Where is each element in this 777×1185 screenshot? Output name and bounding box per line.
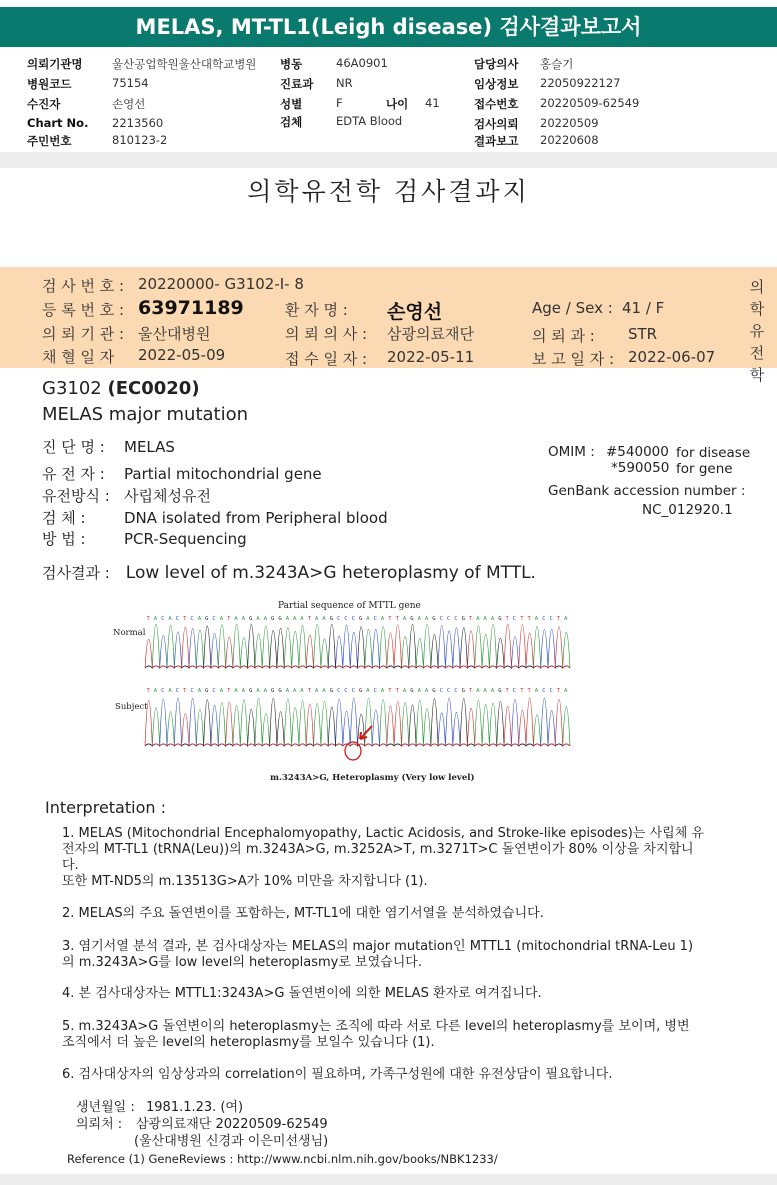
header-value: EDTA Blood xyxy=(336,114,403,128)
base-letter: T xyxy=(520,616,524,622)
base-letter: A xyxy=(366,616,370,622)
base-letter: A xyxy=(153,688,158,694)
base-letter: G xyxy=(271,616,275,622)
interp-item xyxy=(62,826,704,890)
result-line xyxy=(42,562,536,583)
exam-no-label: 검 사 번 호 : xyxy=(42,277,125,295)
chart-title: Partial sequence of MTTL gene xyxy=(278,601,421,611)
test-name: MELAS major mutation xyxy=(42,404,249,425)
base-letter: C xyxy=(446,616,451,622)
base-letter: T xyxy=(227,688,231,694)
test-code-line xyxy=(42,378,200,399)
base-letter: C xyxy=(454,688,458,694)
base-letter: A xyxy=(424,616,429,622)
interp-line: 조직에서 더 높은 level의 heteroplasmy를 보일수 있습니다 (1). xyxy=(62,1035,435,1050)
interp-item xyxy=(62,1067,612,1083)
vertical-char: 학 xyxy=(749,366,765,384)
base-letter: T xyxy=(183,688,187,694)
header-label: 임상정보 xyxy=(474,77,519,91)
base-letter: C xyxy=(542,688,546,694)
exam-no: 20220000- G3102-I- 8 xyxy=(138,275,304,293)
report-title: 의학유전학 검사결과지 xyxy=(247,177,530,206)
base-letter: G xyxy=(498,616,502,622)
origin-label: 의뢰처 : xyxy=(76,1117,123,1132)
vertical-char: 의 xyxy=(749,278,765,296)
base-letter: T xyxy=(505,688,509,694)
interp-line: 1. MELAS (Mitochondrial Encephalomyopathy, Lactic Acidosis, and Stroke-like episodes)는 사립체 유 xyxy=(62,826,704,841)
header-label: 수진자 xyxy=(27,97,61,111)
report-label: 보 고 일 자 : xyxy=(532,350,615,368)
base-letter: G xyxy=(249,616,253,622)
header-label: 검사의뢰 xyxy=(474,117,519,131)
base-letter: C xyxy=(549,688,553,694)
detail-row xyxy=(42,463,322,484)
header-value: 울산공업학원울산대학교병원 xyxy=(112,57,257,71)
base-letter: T xyxy=(395,616,399,622)
base-letter: C xyxy=(161,616,165,622)
base-letter: G xyxy=(205,688,209,694)
detail-key: 검 체 : xyxy=(42,509,86,527)
interp-line: 6. 검사대상자의 임상상과의 correlation이 필요하며, 가족구성원에 대한 유전상담이 필요합니다. xyxy=(62,1067,613,1082)
draw-label: 채 혈 일 자 xyxy=(42,348,115,366)
report-date: 2022-06-07 xyxy=(628,348,716,366)
base-letter: A xyxy=(153,616,158,622)
header-label: 접수번호 xyxy=(474,97,519,111)
chart-caption: m.3243A>G, Heteroplasmy (Very low level) xyxy=(270,773,475,783)
base-letter: G xyxy=(271,688,275,694)
base-letter: G xyxy=(278,688,282,694)
header-value: 20220509-62549 xyxy=(540,96,640,110)
base-letter: G xyxy=(329,616,334,622)
header-label: Chart No. xyxy=(27,116,89,130)
base-letter: A xyxy=(234,616,238,622)
test-code: G3102 xyxy=(42,378,102,399)
header-label: 담당의사 xyxy=(474,57,519,71)
result-label: 검사결과 : xyxy=(42,564,110,582)
chromatogram-chart xyxy=(110,596,580,786)
dept: STR xyxy=(628,325,658,343)
base-letter: A xyxy=(234,688,238,694)
header-value: 75154 xyxy=(112,76,149,90)
base-letter: G xyxy=(329,688,334,694)
vertical-char: 전 xyxy=(749,344,765,362)
origin-value: 삼광의료재단 20220509-62549 xyxy=(136,1117,328,1132)
banner-title: MELAS, MT-TL1(Leigh disease) 검사결과보고서 xyxy=(0,7,777,47)
detail-value: MELAS xyxy=(124,438,175,456)
base-letter: C xyxy=(373,688,377,694)
base-letter: C xyxy=(351,688,355,694)
header-value: 41 xyxy=(425,96,440,110)
base-letter: C xyxy=(373,616,377,622)
genbank-label: GenBank accession number : xyxy=(548,483,746,499)
header-value: 홍슬기 xyxy=(540,57,574,71)
vertical-char: 유 xyxy=(749,322,765,340)
interp-line: 다. xyxy=(62,858,79,873)
detail-row xyxy=(42,528,247,549)
origin-detail: (울산대병원 신경과 이은미선생님) xyxy=(134,1134,329,1149)
base-letter: A xyxy=(534,616,539,622)
base-letter: T xyxy=(520,688,524,694)
base-letter: A xyxy=(564,616,568,622)
track-label-subject: Subject xyxy=(115,702,148,712)
header-value: 46A0901 xyxy=(336,56,388,70)
header-label: 나이 xyxy=(386,97,409,111)
track-label-normal: Normal xyxy=(113,628,146,638)
interp-line: 2. MELAS의 주요 돌연변이를 포함하는, MT-TL1에 대한 염기서열을 분석하였습니다. xyxy=(62,906,544,921)
base-letter: A xyxy=(534,688,539,694)
base-letter: A xyxy=(424,688,429,694)
header-value: 20220608 xyxy=(540,133,599,147)
vertical-char: 학 xyxy=(749,300,765,318)
recv-date: 2022-05-11 xyxy=(387,348,475,366)
header-label: 병원코드 xyxy=(27,77,72,91)
interp-line: 4. 본 검사대상자는 MTTL1:3243A>G 돌연변이에 의한 MELAS 환자로 여겨집니다. xyxy=(62,986,542,1001)
omim-gene-note: for gene xyxy=(676,461,733,477)
base-letter: A xyxy=(483,616,487,622)
base-letter: C xyxy=(512,616,517,622)
base-letter: G xyxy=(359,616,363,622)
interp-item xyxy=(62,939,693,971)
detail-key: 유전방식 : xyxy=(42,487,110,505)
reg-no: 63971189 xyxy=(138,297,244,319)
header-label: 병동 xyxy=(280,57,303,71)
base-letter: A xyxy=(564,688,568,694)
header-label: 성별 xyxy=(280,97,303,111)
header-label: 결과보고 xyxy=(474,134,519,148)
result-value: Low level of m.3243A>G heteroplasmy of MTTL. xyxy=(125,563,536,583)
inst: 울산대병원 xyxy=(138,325,211,343)
base-letter: T xyxy=(505,616,509,622)
base-letter: A xyxy=(490,688,495,694)
mutation-arrow xyxy=(360,726,372,739)
agesex-label: Age / Sex : xyxy=(532,299,613,317)
interp-line: 3. 염기서열 분석 결과, 본 검사대상자는 MELAS의 major mutation인 MTTL1 (mitochondrial tRNA-Leu 1) xyxy=(62,939,694,954)
base-letter: C xyxy=(344,688,348,694)
base-letter: A xyxy=(366,688,370,694)
base-letter: A xyxy=(380,688,385,694)
base-letter: C xyxy=(212,616,216,622)
base-letter: A xyxy=(168,616,172,622)
interp-line: 전자의 MT-TL1 (tRNA(Leu))의 m.3243A>G, m.3252A>T, m.3271T>C 돌연변이가 80% 이상을 차지합니 xyxy=(62,842,694,857)
base-letter: G xyxy=(432,616,436,622)
base-letter: C xyxy=(344,616,348,622)
base-letter: A xyxy=(197,616,202,622)
base-letter: C xyxy=(542,616,546,622)
interp-item xyxy=(62,1019,690,1051)
base-letter: C xyxy=(439,616,443,622)
mutation-circle xyxy=(345,742,361,760)
base-letter: A xyxy=(417,688,421,694)
base-letter: T xyxy=(527,616,531,622)
header-value: F xyxy=(336,96,343,110)
divider xyxy=(0,152,777,168)
base-letter: A xyxy=(263,616,268,622)
base-letter: A xyxy=(263,688,268,694)
base-letter: T xyxy=(227,616,231,622)
bottom-strip xyxy=(0,1174,777,1185)
detail-row xyxy=(42,436,175,457)
header-label: 의뢰기관명 xyxy=(27,57,83,71)
test-ec: (EC0020) xyxy=(107,378,200,399)
base-letter: C xyxy=(446,688,451,694)
detail-value: DNA isolated from Peripheral blood xyxy=(124,509,388,527)
base-letter: T xyxy=(468,616,473,622)
base-letter: T xyxy=(307,688,312,694)
base-letter: A xyxy=(256,688,260,694)
base-letter: G xyxy=(410,616,414,622)
interp-line: 의 m.3243A>G를 low level의 heteroplasmy로 보였습니다. xyxy=(62,955,422,970)
base-letter: A xyxy=(293,616,297,622)
base-letter: C xyxy=(337,616,341,622)
vertical-label xyxy=(747,276,767,386)
interp-line: 5. m.3243A>G 돌연변이의 heteroplasmy는 조직에 따라 서로 다른 level의 heteroplasmy를 보이며, 병변 xyxy=(62,1019,690,1034)
patient-band xyxy=(0,267,777,368)
detail-row xyxy=(42,485,211,506)
doctor-label: 의 뢰 의 사 : xyxy=(285,325,368,343)
base-letter: A xyxy=(315,616,319,622)
detail-key: 진 단 명 : xyxy=(42,438,105,456)
base-letter: A xyxy=(322,688,326,694)
agesex: 41 / F xyxy=(622,299,665,317)
base-letter: A xyxy=(219,688,224,694)
base-letter: T xyxy=(388,688,392,694)
detail-value: 사립체성유전 xyxy=(124,487,211,505)
base-letter: A xyxy=(483,688,487,694)
base-letter: A xyxy=(490,616,495,622)
base-letter: A xyxy=(300,616,304,622)
base-letter: A xyxy=(241,616,246,622)
base-letter: A xyxy=(256,616,260,622)
track-subject xyxy=(145,688,570,746)
base-letter: G xyxy=(249,688,253,694)
header-value: 22050922127 xyxy=(540,76,621,90)
base-letter: G xyxy=(205,616,209,622)
dept-label: 의 뢰 과 : xyxy=(532,327,595,345)
base-letter: A xyxy=(285,688,290,694)
base-letter: A xyxy=(168,688,172,694)
base-letter: T xyxy=(146,616,150,622)
base-letter: C xyxy=(175,616,180,622)
base-letter: C xyxy=(175,688,180,694)
base-letter: T xyxy=(307,616,312,622)
base-letter: G xyxy=(461,616,465,622)
base-letter: G xyxy=(432,688,436,694)
base-letter: A xyxy=(322,616,326,622)
detail-key: 방 법 : xyxy=(42,530,86,548)
base-letter: A xyxy=(476,688,480,694)
base-letter: T xyxy=(395,688,399,694)
patient-name: 손영선 xyxy=(387,301,443,323)
base-letter: C xyxy=(161,688,165,694)
header-value: 810123-2 xyxy=(112,133,168,147)
base-letter: A xyxy=(476,616,480,622)
base-letter: C xyxy=(439,688,443,694)
base-letter: T xyxy=(183,616,187,622)
omim-disease-note: for disease xyxy=(676,445,751,461)
interpretation-title: Interpretation : xyxy=(45,798,166,817)
omim-disease-id: #540000 xyxy=(606,444,669,460)
base-letter: C xyxy=(337,688,341,694)
base-letter: T xyxy=(556,688,561,694)
detail-value: PCR-Sequencing xyxy=(124,530,247,548)
header-value: 손영선 xyxy=(112,97,146,111)
base-letter: A xyxy=(293,688,297,694)
inst-label: 의 뢰 기 관 : xyxy=(42,325,125,343)
reference-line: Reference (1) GeneReviews : http://www.ncbi.nlm.nih.gov/books/NBK1233/ xyxy=(67,1152,498,1166)
header-label: 검체 xyxy=(280,115,303,129)
detail-key: 유 전 자 : xyxy=(42,465,105,483)
base-letter: C xyxy=(512,688,517,694)
draw-date: 2022-05-09 xyxy=(138,346,226,364)
base-letter: C xyxy=(212,688,216,694)
base-letter: T xyxy=(388,616,392,622)
birth-value: 1981.1.23. (여) xyxy=(146,1100,244,1115)
header-label: 주민번호 xyxy=(27,134,72,148)
base-letter: A xyxy=(417,616,421,622)
base-letter: A xyxy=(285,616,290,622)
reg-no-label: 등 록 번 호 : xyxy=(42,301,125,319)
base-letter: A xyxy=(219,616,224,622)
base-letter: C xyxy=(454,616,458,622)
birth-label: 생년월일 : xyxy=(76,1100,135,1115)
base-letter: T xyxy=(146,688,150,694)
interp-item xyxy=(62,986,542,1002)
base-letter: C xyxy=(549,616,553,622)
omim-label: OMIM : xyxy=(548,444,595,460)
base-letter: A xyxy=(402,688,407,694)
header-value: NR xyxy=(336,76,353,90)
genbank-id: NC_012920.1 xyxy=(642,502,733,518)
track-normal xyxy=(145,616,570,668)
base-letter: C xyxy=(351,616,355,622)
interp-line: 또한 MT-ND5의 m.13513G>A가 10% 미만을 차지합니다 (1). xyxy=(62,874,428,889)
header-value: 20220509 xyxy=(540,116,599,130)
recv-label: 접 수 일 자 : xyxy=(285,350,368,368)
base-letter: A xyxy=(197,688,202,694)
header-value: 2213560 xyxy=(112,116,164,130)
base-letter: A xyxy=(315,688,319,694)
interp-item xyxy=(62,906,544,922)
omim-gene-id: *590050 xyxy=(611,460,670,476)
base-letter: C xyxy=(190,616,194,622)
detail-row xyxy=(42,507,388,528)
base-letter: A xyxy=(380,616,385,622)
base-letter: C xyxy=(190,688,194,694)
base-letter: G xyxy=(278,616,282,622)
patient-label: 환 자 명 : xyxy=(285,301,348,319)
base-letter: G xyxy=(498,688,502,694)
base-letter: G xyxy=(461,688,465,694)
doctor: 삼광의료재단 xyxy=(387,325,474,343)
base-letter: A xyxy=(402,616,407,622)
base-letter: T xyxy=(468,688,473,694)
base-letter: A xyxy=(241,688,246,694)
base-letter: G xyxy=(359,688,363,694)
detail-value: Partial mitochondrial gene xyxy=(124,465,322,483)
base-letter: T xyxy=(527,688,531,694)
header-label: 진료과 xyxy=(280,77,314,91)
base-letter: G xyxy=(410,688,414,694)
base-letter: A xyxy=(300,688,304,694)
base-letter: T xyxy=(556,616,561,622)
